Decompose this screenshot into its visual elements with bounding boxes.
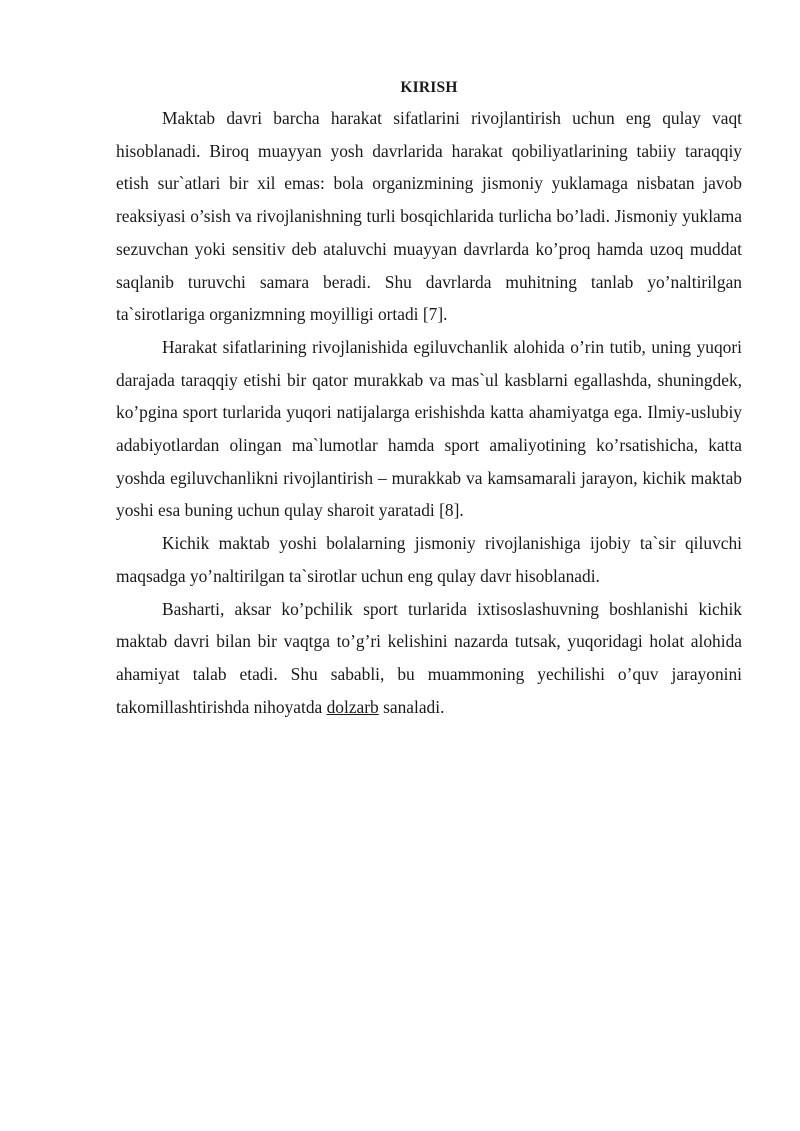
paragraph-3: Kichik maktab yoshi bolalarning jismoniy rivojlanishiga ijobiy ta`sir qiluvchi maqsadga yo’naltirilgan ta`sirotlar uchun eng qulay davr hisoblanadi.: [116, 533, 742, 586]
paragraph-1: Maktab davri barcha harakat sifatlarini rivojlantirish uchun eng qulay vaqt hisoblanadi. Biroq muayyan yosh davrlarida harakat qobiliyatlarining tabiiy taraqqiy etish sur`atlari bir xil emas: bola organizmining jismoniy yuklamaga nisbatan javob reaksiyasi o’sish va rivojlanishning turli bosqichlarida turlicha bo’ladi. Jismoniy yuklama sezuvchan yoki sensitiv deb ataluvchi muayyan davrlarda ko’proq hamda uzoq muddat saqlanib turuvchi samara beradi. Shu davrlarda muhitning tanlab yo’naltirilgan ta`sirotlariga organizmning moyilligi ortadi [7].: [116, 108, 742, 325]
paragraph-4: [116, 593, 742, 724]
paragraph-4-text-after: sanaladi.: [378, 696, 445, 717]
section-title: KIRISH: [400, 79, 458, 96]
document-body: [116, 74, 742, 723]
underlined-word: dolzarb: [326, 696, 379, 717]
paragraph-2: Harakat sifatlarining rivojlanishida egiluvchanlik alohida o’rin tutib, uning yuqori darajada taraqqiy etishi bir qator murakkab va mas`ul kasblarni egallashda, shuningdek, ko’pgina sport turlarida yuqori natijalarga erishishda katta ahamiyatga ega. Ilmiy-uslubiy adabiyotlardan olingan ma`lumotlar hamda sport amaliyotining ko’rsatishicha, katta yoshda egiluvchanlikni rivojlantirish – murakkab va kamsamarali jarayon, kichik maktab yoshi esa buning uchun qulay sharoit yaratadi [8].: [116, 336, 742, 521]
paragraph-4-text-before: Basharti, aksar ko’pchilik sport turlarida ixtisoslashuvning boshlanishi kichik maktab davri bilan bir vaqtga to’g’ri kelishini nazarda tutsak, yuqoridagi holat alohida ahamiyat talab etadi. Shu sababli, bu muammoning yechilishi o’quv jarayonini takomillashtirishda nihoyatda: [116, 598, 742, 717]
